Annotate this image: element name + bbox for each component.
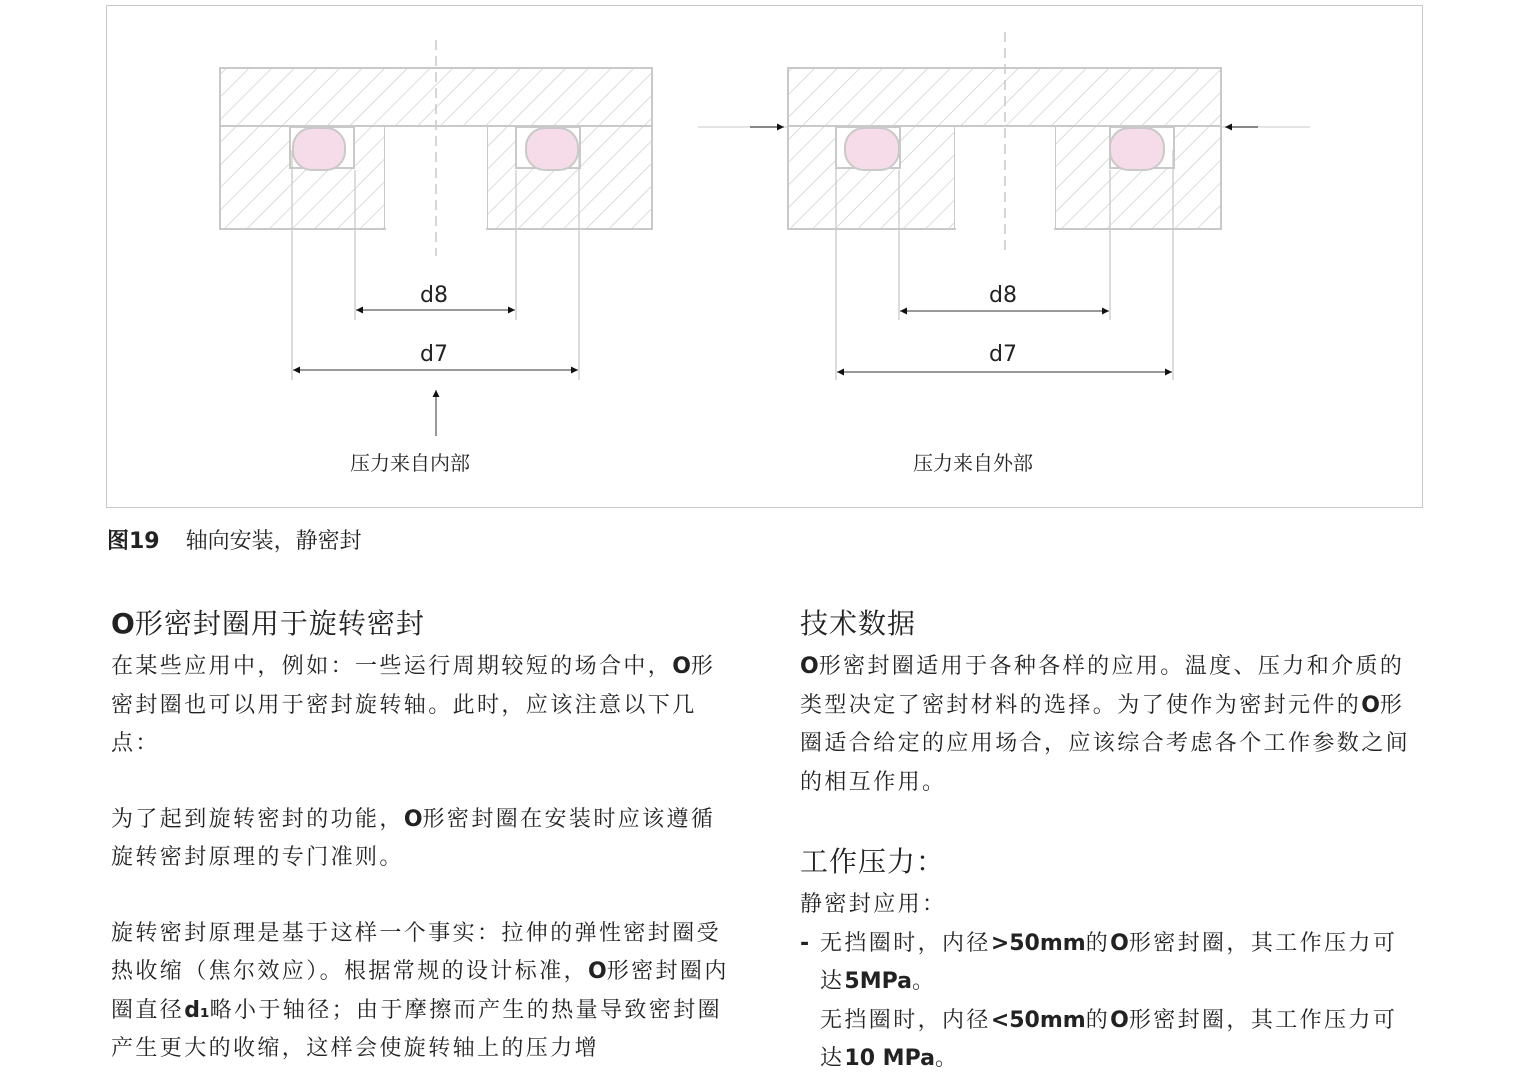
tech-data-heading: 技术数据	[800, 607, 917, 640]
left-pressure-label: 压力来自内部	[350, 451, 470, 475]
left-oring-2	[526, 128, 578, 170]
static-seal-label: 静密封应用：	[800, 892, 947, 917]
right-d8-label: d8	[989, 283, 1017, 308]
oring-installation-diagram	[0, 0, 1524, 510]
right-diagram	[698, 32, 1310, 475]
right-column	[800, 602, 1420, 1079]
right-pressure-label: 压力来自外部	[913, 451, 1033, 475]
tech-data-paragraph: O形密封圈适用于各种各样的应用。温度、压力和介质的类型决定了密封材料的选择。为了使作为密封元件的O形圈适合给定的应用场合，应该综合考虑各个工作参数之间的相互作用。	[800, 654, 1411, 795]
left-diagram	[220, 40, 652, 475]
rotary-seal-paragraph-1: 在某些应用中，例如：一些运行周期较短的场合中，O形密封圈也可以用于密封旋转轴。此时，应该注意以下几点：	[111, 654, 716, 756]
rotary-seal-paragraph-3: 旋转密封原理是基于这样一个事实：拉伸的弹性密封圈受热收缩（焦尔效应）。根据常规的设计标准，O形密封圈内圈直径d₁略小于轴径；由于摩擦而产生的热量导致密封圈产生更大的收缩，这样会使旋转轴上的压力增	[111, 920, 729, 1061]
right-oring-2	[1110, 128, 1164, 170]
left-column	[111, 602, 736, 1069]
left-oring-1	[293, 128, 345, 170]
left-d8-label: d8	[420, 283, 448, 308]
rotary-seal-paragraph-2: 为了起到旋转密封的功能，O形密封圈在安装时应该遵循旋转密封原理的专门准则。	[111, 806, 716, 870]
pressure-list-item: - 无挡圈时，内径>50mm的O形密封圈，其工作压力可达5MPa。	[800, 925, 1420, 1002]
list-bullet: -	[800, 930, 812, 956]
left-d7-label: d7	[420, 342, 448, 367]
pressure-list-item-2: 无挡圈时，内径<50mm的O形密封圈，其工作压力可达10 MPa。	[820, 1007, 1398, 1071]
right-oring-1	[845, 128, 899, 170]
rotary-seal-heading: O形密封圈用于旋转密封	[111, 607, 425, 640]
figure-caption-number: 图19	[107, 529, 160, 554]
figure-caption-text: 轴向安装，静密封	[185, 529, 362, 554]
figure-caption	[107, 524, 362, 555]
right-d7-label: d7	[989, 342, 1017, 367]
working-pressure-heading: 工作压力：	[800, 845, 946, 878]
